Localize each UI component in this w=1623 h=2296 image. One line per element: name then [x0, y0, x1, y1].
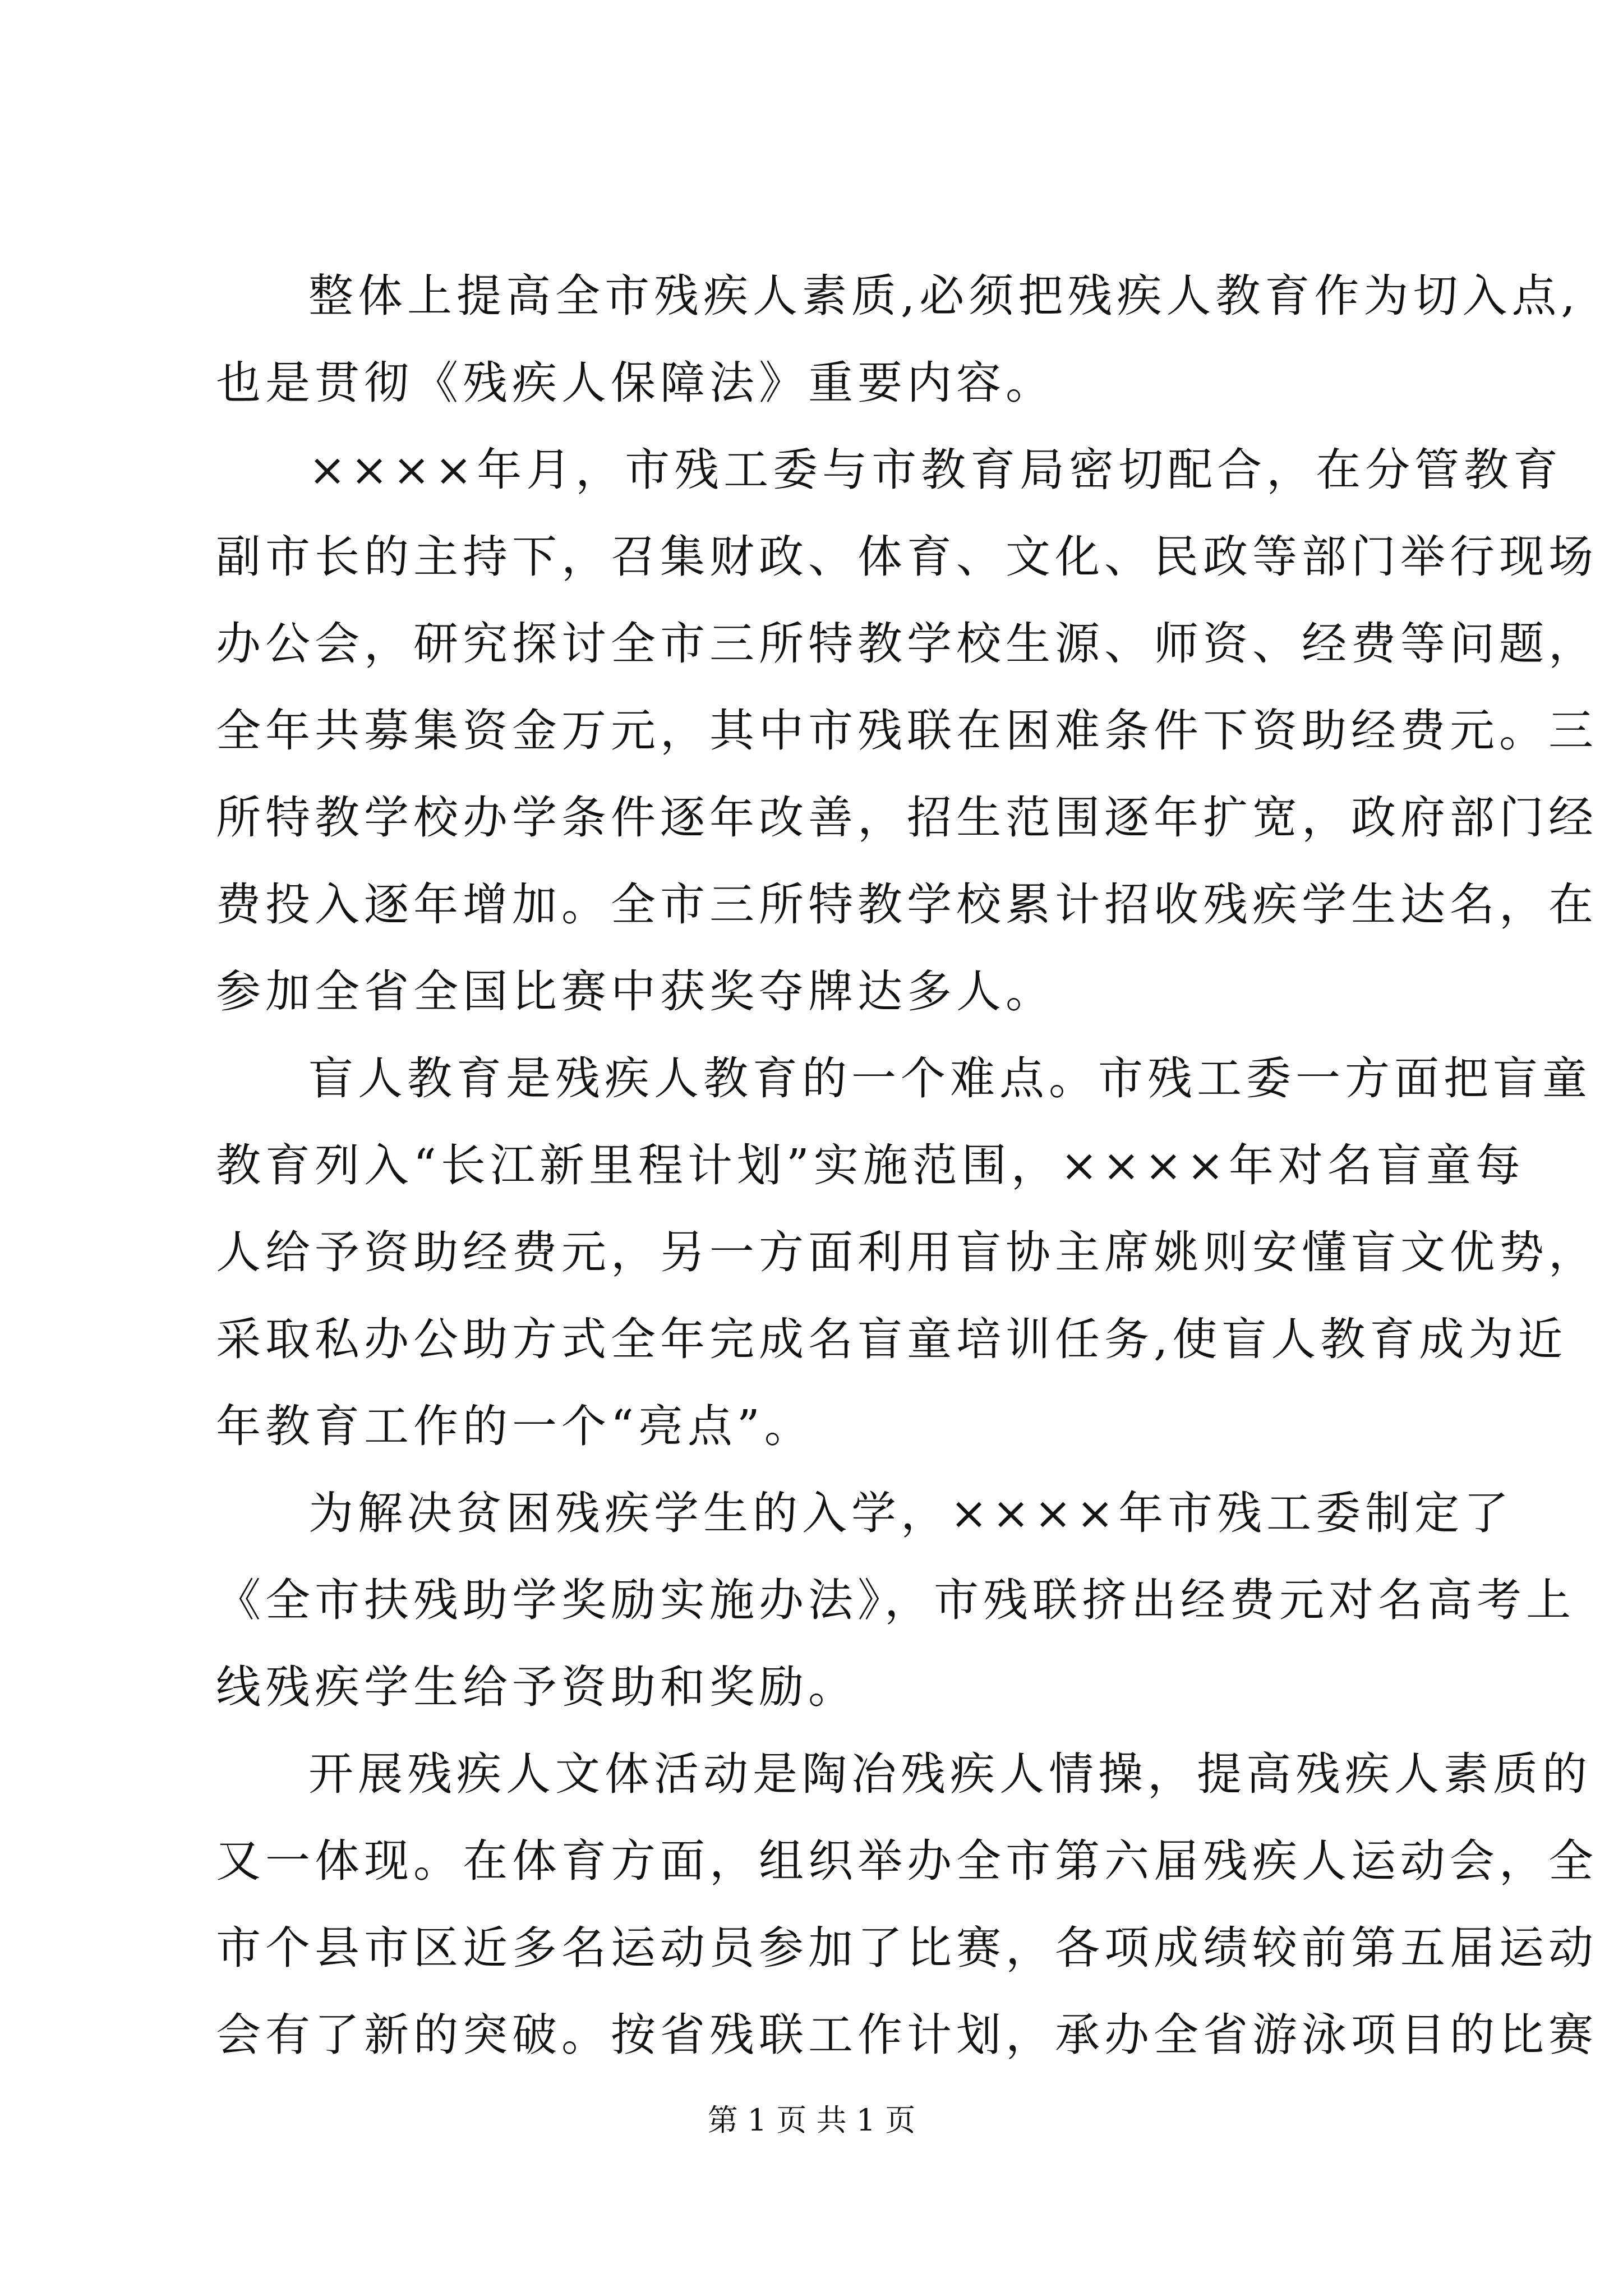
- page-footer: 第 1 页 共 1 页: [707, 2102, 916, 2138]
- text-line: 采取私办公助方式全年完成名盲童培训任务,使盲人教育成为近: [216, 1313, 1567, 1365]
- text-line: 市个县市区近多名运动员参加了比赛，各项成绩较前第五届运动: [216, 1922, 1598, 1974]
- text-line: 又一体现。在体育方面，组织举办全市第六届残疾人运动会，全: [216, 1835, 1598, 1887]
- text-line: 参加全省全国比赛中获奖夺牌达多人。: [216, 965, 1055, 1018]
- text-line: 所特教学校办学条件逐年改善，招生范围逐年扩宽，政府部门经: [216, 792, 1598, 844]
- paragraph: [216, 426, 1598, 1035]
- paragraph: [216, 1035, 1598, 1470]
- text-line: 整体上提高全市残疾人素质,必须把残疾人教育作为切入点,: [308, 270, 1580, 322]
- text-line: 《全市扶残助学奖励实施办法》，市残联挤出经费元对名高考上: [216, 1574, 1575, 1626]
- text-line: ××××年月，市残工委与市教育局密切配合，在分管教育: [308, 444, 1563, 496]
- paragraph: [216, 1731, 1598, 2078]
- text-line: 费投入逐年增加。全市三所特教学校累计招收残疾学生达名，在: [216, 878, 1598, 931]
- text-line: 全年共募集资金万元，其中市残联在困难条件下资助经费元。三: [216, 705, 1598, 757]
- paragraph: [216, 1470, 1575, 1731]
- text-line: 线残疾学生给予资助和奖励。: [216, 1661, 857, 1713]
- text-line: 办公会，研究探讨全市三所特教学校生源、师资、经费等问题，: [216, 618, 1598, 670]
- text-line: 教育列入“长江新里程计划”实施范围，××××年对名盲童每: [216, 1139, 1525, 1191]
- document-body: [216, 252, 1598, 2078]
- text-line: 盲人教育是残疾人教育的一个难点。市残工委一方面把盲童: [308, 1052, 1592, 1105]
- text-line: 开展残疾人文体活动是陶冶残疾人情操，提高残疾人素质的: [308, 1748, 1592, 1800]
- text-line: 为解决贫困残疾学生的入学，××××年市残工委制定了: [308, 1487, 1514, 1539]
- text-line: 会有了新的突破。按省残联工作计划，承办全省游泳项目的比赛: [216, 2009, 1598, 2061]
- text-line: 年教育工作的一个“亮点”。: [216, 1400, 814, 1452]
- text-line: 副市长的主持下，召集财政、体育、文化、民政等部门举行现场: [216, 531, 1598, 583]
- paragraph: [216, 252, 1580, 426]
- text-line: 也是贯彻《残疾人保障法》重要内容。: [216, 357, 1055, 409]
- text-line: 人给予资助经费元，另一方面利用盲协主席姚则安懂盲文优势，: [216, 1226, 1598, 1278]
